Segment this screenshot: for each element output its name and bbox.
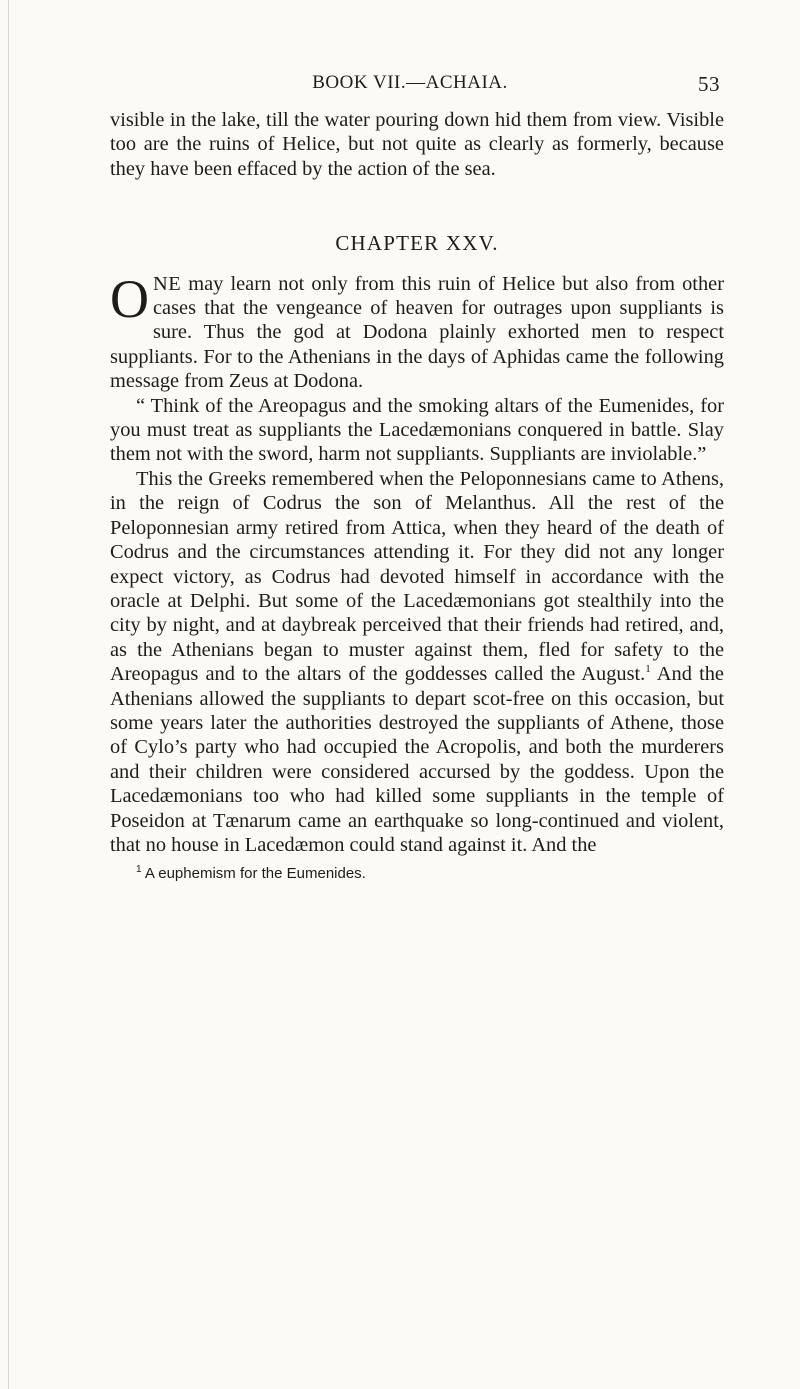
continued-paragraph: visible in the lake, till the water pouring down hid them from view. Visible too are the ruins of Helice, but not quite as clearly as formerly, because they have been effaced by the action of the sea. (110, 109, 724, 180)
footnote (136, 865, 724, 883)
running-head (100, 72, 720, 100)
footnote-marker: 1 (136, 864, 142, 876)
footnote-reference: 1 (645, 663, 651, 676)
main-paragraph (110, 467, 724, 858)
chapter-heading: CHAPTER XXV. (335, 231, 499, 256)
running-title: BOOK VII.—ACHAIA. (312, 72, 508, 93)
page-body (110, 108, 724, 883)
footnote-text: A euphemism for the Eumenides. (141, 865, 366, 883)
page-number: 53 (698, 72, 720, 96)
small-caps-word: NE (153, 272, 182, 295)
page-edge-line (8, 0, 9, 1389)
main-paragraph-text-b: And the Athenians allowed the suppliants to depart scot-free on this occasion, but some years later the authorities destroyed the suppliants of Athene, those of Cylo’s party who had occupied the Acropolis, and both the murderers and their children were considered accursed by the goddess. Upon the Lacedæmonians too who had killed some suppliants in the temple of Poseidon at Tænarum came an earthquake so long-continued and violent, that no house in Lacedæmon could stand against it. And the (110, 663, 724, 856)
chapter-opening-paragraph (110, 268, 724, 394)
opening-paragraph-text: may learn not only from this ruin of Helice but also from other cases that the vengeance of heaven for outrages upon suppliants is sure. Thus the god at Dodona plainly exhorted men to respect suppliants. For to the Athenians in the days of Aphidas came the following message from Zeus at Dodona. (110, 272, 724, 393)
main-paragraph-text-a: This the Greeks remembered when the Peloponnesians came to Athens, in the reign of Codrus the son of Melanthus. All the rest of the Peloponnesian army retired from Attica, when they heard of the death of Codrus and the circumstances attending it. For they did not any longer expect victory, as Codrus had devoted himself in accordance with the oracle at Delphi. But some of the Lacedæmonians got stealthily into the city by night, and at daybreak perceived that their friends had retired, and, as the Athenians began to muster against them, fled for safety to the Areopagus and to the altars of the goddesses called the August. (110, 467, 724, 686)
oracle-paragraph: “ Think of the Areopagus and the smoking altars of the Eumenides, for you must treat as suppliants the Lacedæmonians conquered in battle. Slay them not with the sword, harm not suppliants. Suppliants are inviolable.” (110, 394, 724, 466)
drop-cap: O (110, 268, 149, 329)
